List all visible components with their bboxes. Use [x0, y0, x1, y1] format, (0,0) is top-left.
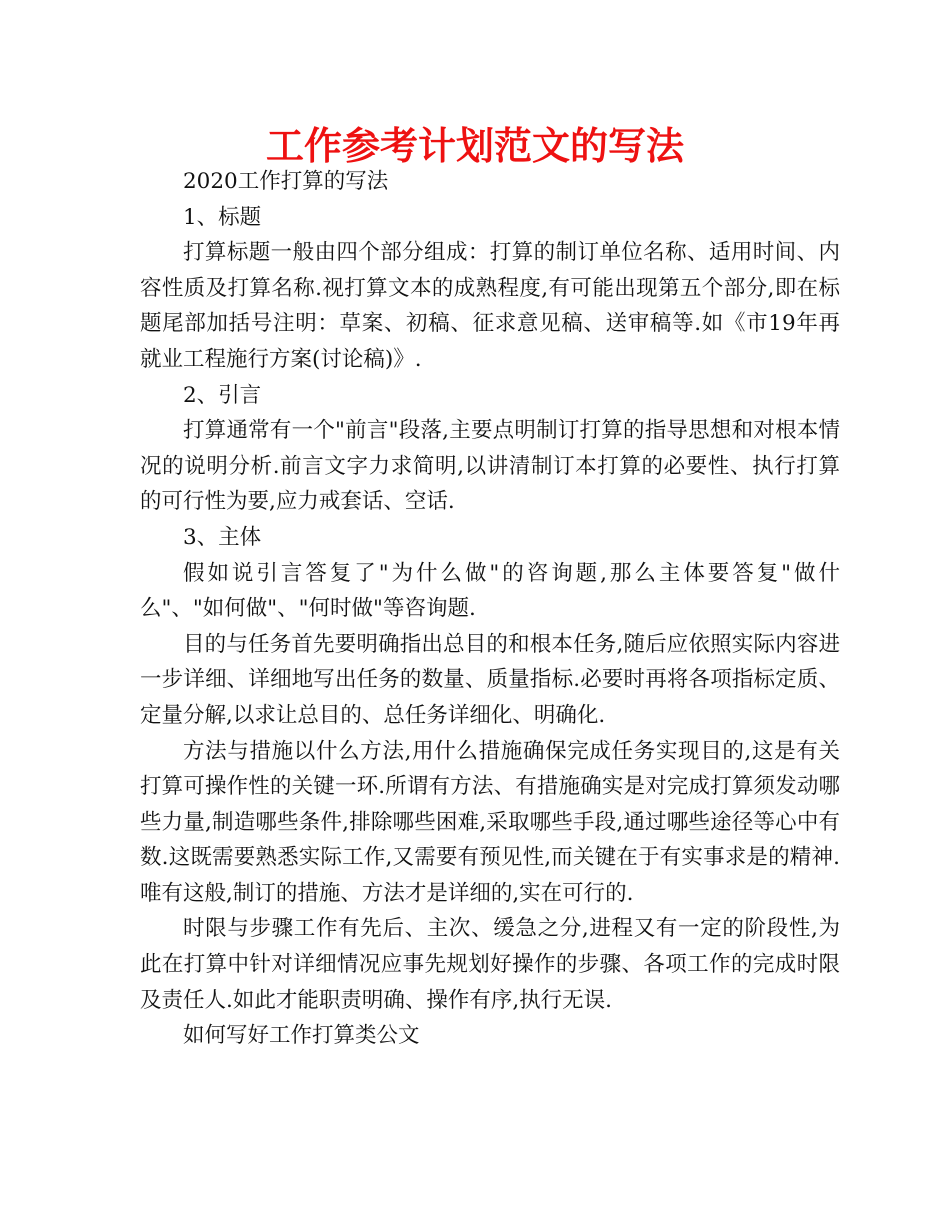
paragraph-main-body-intro: 假如说引言答复了"为什么做"的咨询题,那么主体要答复"做什么"、"如何做"、"何时做"等咨询题. — [140, 560, 840, 622]
document-body — [140, 164, 840, 1054]
paragraph-title-description: 打算标题一般由四个部分组成：打算的制订单位名称、适用时间、内容性质及打算名称.视打算文本的成熟程度,有可能出现第五个部分,即在标题尾部加括号注明：草案、初稿、征求意见稿、送审稿等.如《市19年再就业工程施行方案(讨论稿)》. — [140, 240, 840, 372]
paragraph-timeline-steps: 时限与步骤工作有先后、主次、缓急之分,进程又有一定的阶段性,为此在打算中针对详细情况应事先规划好操作的步骤、各项工作的完成时限及责任人.如此才能职责明确、操作有序,执行无误. — [140, 916, 840, 1013]
paragraph-how-to-write: 如何写好工作打算类公文 — [183, 1023, 420, 1049]
paragraph-subtitle: 2020工作打算的写法 — [183, 169, 389, 194]
paragraph-heading-main-body: 3、主体 — [183, 524, 262, 550]
paragraph-introduction-description: 打算通常有一个"前言"段落,主要点明制订打算的指导思想和对根本情况的说明分析.前言文字力求简明,以讲清制订本打算的必要性、执行打算的可行性为要,应力戒套话、空话. — [140, 418, 840, 515]
paragraph-heading-introduction: 2、引言 — [183, 382, 262, 408]
document-title: 工作参考计划范文的写法 — [265, 124, 684, 168]
paragraph-methods-measures: 方法与措施以什么方法,用什么措施确保完成任务实现目的,这是有关打算可操作性的关键一环.所谓有方法、有措施确实是对完成打算须发动哪些力量,制造哪些条件,排除哪些困难,采取哪些手段,通过哪些途径等心中有数.这既需要熟悉实际工作,又需要有预见性,而关键在于有实事求是的精神.唯有这般,制订的措施、方法才是详细的,实在可行的. — [140, 738, 840, 906]
paragraph-heading-title: 1、标题 — [183, 204, 262, 230]
paragraph-goals-tasks: 目的与任务首先要明确指出总目的和根本任务,随后应依照实际内容进一步详细、详细地写出任务的数量、质量指标.必要时再将各项指标定质、定量分解,以求让总目的、总任务详细化、明确化. — [140, 631, 840, 728]
